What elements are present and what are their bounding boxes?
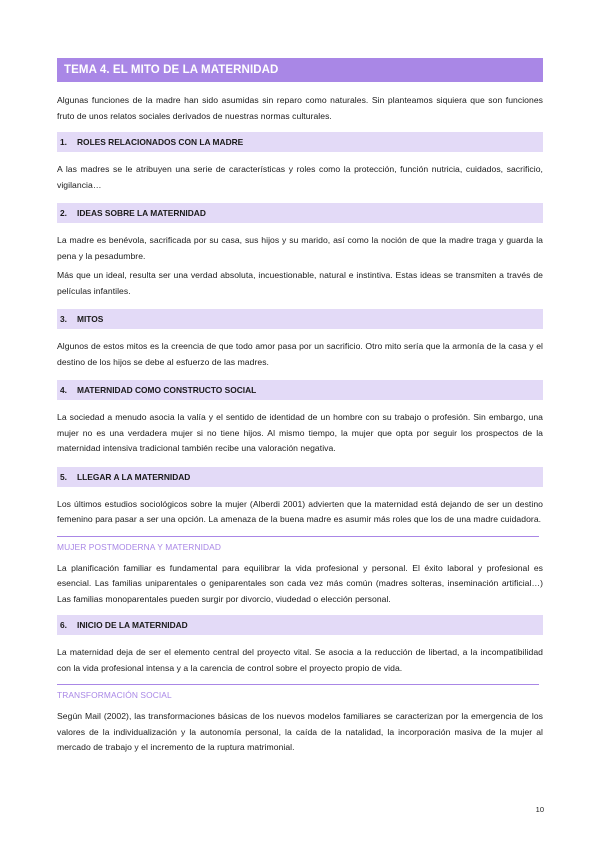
- section-heading-llegar: [57, 467, 543, 487]
- section-paragraph: La madre es benévola, sacrificada por su casa, sus hijos y su marido, así como la noción de que la madre traga y guarda la pena y la pesadumbre.: [57, 235, 543, 261]
- section-paragraph: Los últimos estudios sociológicos sobre la mujer (Alberdi 2001) advierten que la maternidad está dejando de ser un destino femenino para pasar a ser una opción. La amenaza de la buena madre es asumir más roles que los de una madre cuidadora.: [57, 498, 543, 524]
- section-number: 1.: [60, 137, 67, 147]
- section-heading-roles: [57, 132, 543, 152]
- section-number: 2.: [60, 208, 67, 218]
- section-paragraph: A las madres se le atribuyen una serie de características y roles como la protección, función nutricia, cuidados, sacrificio, vigilancia…: [57, 164, 543, 190]
- section-heading-inicio: [57, 615, 543, 635]
- section-paragraph: Algunos de estos mitos es la creencia de que todo amor pasa por un sacrificio. Otro mito sería que la armonía de la casa y el destino de los hijos se debe al esfuerzo de las madres.: [57, 341, 543, 367]
- section-title: MITOS: [77, 314, 104, 324]
- section-title: LLEGAR A LA MATERNIDAD: [77, 471, 191, 482]
- section-paragraph: La maternidad deja de ser el elemento central del proyecto vital. Se asocia a la reducción de libertad, a la incompatibilidad con la vida profesional intensa y a la carencia de control sobre el proyecto propio de vida.: [57, 647, 543, 673]
- intro-paragraph: Algunas funciones de la madre han sido asumidas sin reparo como naturales. Sin planteamos siquiera que son funciones fruto de unos relatos sociales derivados de nuestras normas culturales.: [57, 95, 543, 121]
- subsection-heading-transformacion: TRANSFORMACIÓN SOCIAL: [57, 684, 539, 703]
- section-heading-constructo: [57, 380, 543, 400]
- subsection-paragraph: La planificación familiar es fundamental para equilibrar la vida profesional y personal. El éxito laboral y profesional es esencial. Las familias uniparentales o geniparentales son cada vez más común (madres solteras, inseminación artificial…) Las familias monoparentales pueden surgir por divorcio, viudedad o elección personal.: [57, 562, 543, 604]
- section-paragraph: La sociedad a menudo asocia la valía y el sentido de identidad de un hombre con su trabajo o profesión. Sin embargo, una mujer no es una verdadera mujer si no tiene hijos. Al mismo tiempo, la mujer que opta por seguir los prospectos de la maternidad intensiva tradicional también recibe una valoración negativa.: [57, 412, 543, 453]
- subsection-heading-postmoderna: MUJER POSTMODERNA Y MATERNIDAD: [57, 536, 539, 555]
- section-number: 4.: [60, 385, 67, 395]
- section-title: MATERNIDAD COMO CONSTRUCTO SOCIAL: [77, 385, 257, 395]
- page-number: 10: [535, 805, 544, 814]
- section-number: 3.: [60, 314, 67, 324]
- section-title: IDEAS SOBRE LA MATERNIDAD: [77, 208, 206, 218]
- document-page: [57, 58, 543, 756]
- page-title: TEMA 4. EL MITO DE LA MATERNIDAD: [57, 58, 543, 82]
- section-heading-ideas: [57, 203, 543, 223]
- section-number: 5.: [60, 471, 67, 482]
- section-number: 6.: [60, 620, 67, 630]
- section-title: ROLES RELACIONADOS CON LA MADRE: [77, 137, 244, 147]
- section-heading-mitos: [57, 309, 543, 329]
- section-title: INICIO DE LA MATERNIDAD: [77, 620, 188, 630]
- subsection-paragraph: Según Mail (2002), las transformaciones básicas de los nuevos modelos familiares se caracterizan por la emergencia de los valores de la individualización y la autonomía personal, la caída de la natalidad, la incorporación masiva de la mujer al mercado de trabajo y el incremento de la ruptura matrimonial.: [57, 711, 543, 752]
- section-paragraph: Más que un ideal, resulta ser una verdad absoluta, incuestionable, natural e instintiva. Estas ideas se transmiten a través de películas infantiles.: [57, 270, 543, 296]
